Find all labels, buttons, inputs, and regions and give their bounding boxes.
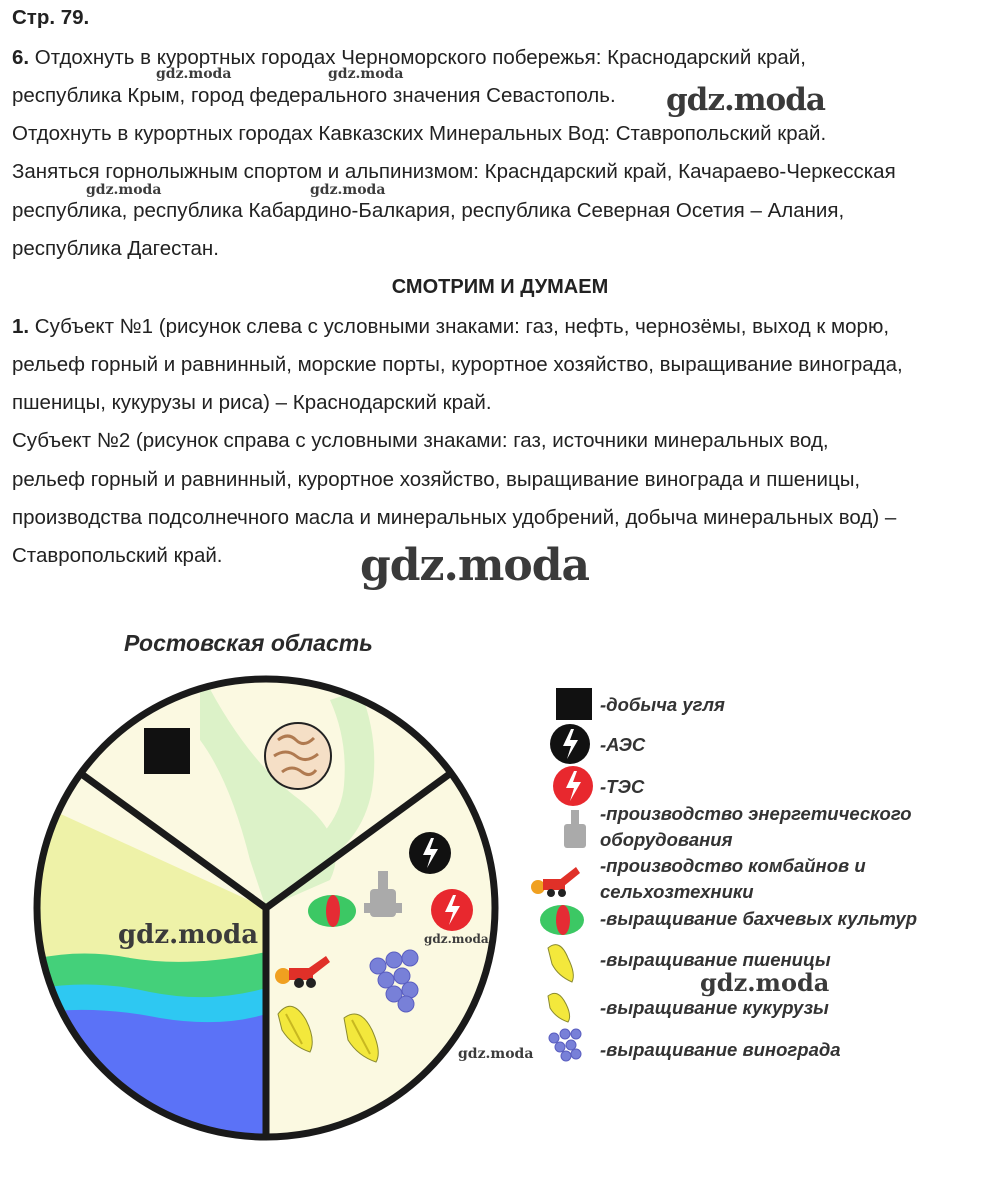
legend-tes-label: -ТЭС: [600, 776, 645, 797]
watermark: gdz.moda: [458, 1046, 534, 1062]
legend-harvester-label: -производство комбайнов и: [600, 855, 866, 876]
harvester-icon: [531, 867, 580, 897]
legend-equipment-label: -производство энергетического: [600, 803, 912, 824]
soil-circle-icon: [265, 723, 331, 789]
legend-aes-label: -АЭС: [600, 734, 646, 755]
nuclear-plant-icon: [550, 724, 590, 764]
task6-line-4: Заняться горнолыжным спортом и альпинизмом: Красндарский край, Качараево-Черкесская: [12, 160, 896, 183]
task1-line-1: 1. Субъект №1 (рисунок слева с условными знаками: газ, нефть, чернозёмы, выход к морю,: [12, 315, 890, 338]
legend-icons: [520, 680, 600, 1080]
watermark: gdz.moda: [310, 182, 386, 198]
task1-line-5: рельеф горный и равнинный, курортное хозяйство, выращивание винограда и пшеницы,: [12, 468, 861, 491]
task6-line-2: республика Крым, город федерального значения Севастополь.: [12, 84, 616, 107]
legend-equipment-label-2: оборудования: [600, 829, 733, 850]
watermark: gdz.moda: [156, 66, 232, 82]
task6-number: 6.: [12, 46, 30, 69]
task6-line-6: республика Дагестан.: [12, 237, 219, 260]
grapes-icon: [549, 1029, 581, 1061]
task6-line-3: Отдохнуть в курортных городах Кавказских Минеральных Вод: Ставропольский край.: [12, 122, 827, 145]
sea-blue-area: [30, 1010, 266, 1150]
watermark: gdz.moda: [700, 968, 830, 997]
task6-line-1: 6. Отдохнуть в курортных городах Черноморского побережья: Краснодарский край,: [12, 46, 806, 69]
watermark: gdz.moda: [360, 540, 590, 591]
watermark: gdz.moda: [86, 182, 162, 198]
legend-grapes-label: -выращивание винограда: [600, 1039, 841, 1060]
thermal-plant-icon: [431, 889, 473, 931]
region-circle-diagram: [0, 660, 520, 1160]
thermal-plant-icon: [553, 766, 593, 806]
energy-equipment-icon: [564, 810, 586, 848]
page-label: Стр. 79.: [12, 6, 90, 29]
diagram-title: Ростовская область: [124, 630, 373, 656]
legend-coal-label: -добыча угля: [600, 694, 725, 715]
task6-line-5: республика, республика Кабардино-Балкария, республика Северная Осетия – Алания,: [12, 199, 845, 222]
watermark: gdz.moda: [666, 82, 825, 118]
task1-line-4: Субъект №2 (рисунок справа с условными знаками: газ, источники минеральных вод,: [12, 429, 829, 452]
legend-harvester-label-2: сельхозтехники: [600, 881, 754, 902]
wheat-icon: [548, 945, 573, 982]
watermark: gdz.moda: [424, 932, 489, 946]
task1-line-6: производства подсолнечного масла и минеральных удобрений, добыча минеральных вод) –: [12, 506, 897, 529]
watermark: gdz.moda: [328, 66, 404, 82]
melon-icon: [308, 895, 356, 927]
task1-line-2: рельеф горный и равнинный, морские порты, курортное хозяйство, выращивание винограда,: [12, 353, 903, 376]
task1-line-7: Ставропольский край.: [12, 544, 223, 567]
section-heading: СМОТРИМ И ДУМАЕМ: [391, 276, 609, 298]
watermark: gdz.moda: [118, 920, 259, 950]
task1-number: 1.: [12, 315, 30, 338]
task1-line-3: пшеницы, кукурузы и риса) – Краснодарский край.: [12, 391, 492, 414]
legend-corn-label: -выращивание кукурузы: [600, 997, 829, 1018]
melon-icon: [540, 905, 584, 935]
legend-melon-label: -выращивание бахчевых культур: [600, 908, 917, 929]
legend-wheat-label: -выращивание пшеницы: [600, 949, 831, 970]
coal-square-icon: [144, 728, 190, 774]
nuclear-plant-icon: [409, 832, 451, 874]
corn-icon: [548, 993, 570, 1022]
coal-square-icon: [556, 688, 592, 720]
